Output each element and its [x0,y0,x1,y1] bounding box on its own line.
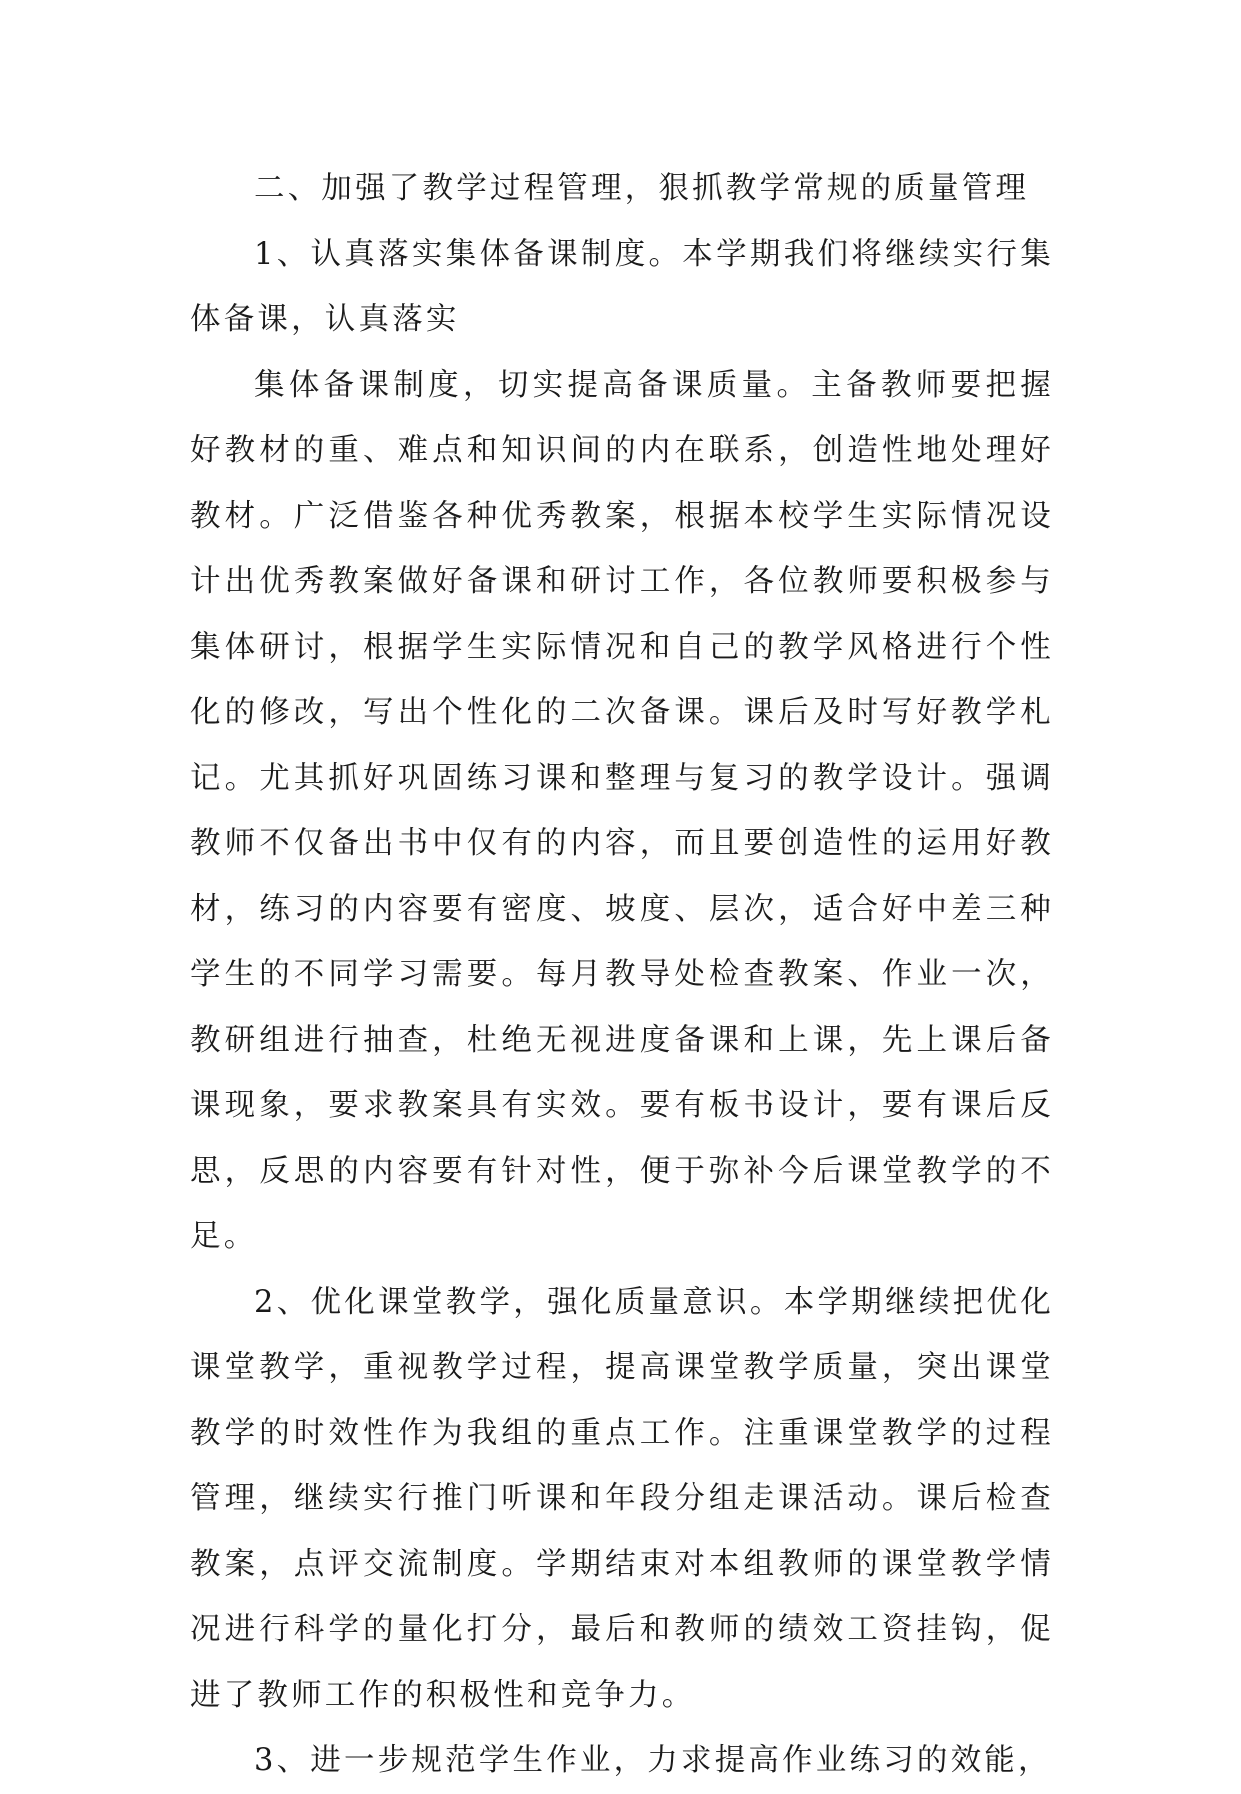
paragraph-3: 2、优化课堂教学，强化质量意识。本学期继续把优化课堂教学，重视教学过程，提高课堂教学质量，突出课堂教学的时效性作为我组的重点工作。注重课堂教学的过程管理，继续实行推门听课和年段分组走课活动。课后检查教案，点评交流制度。学期结束对本组教师的课堂教学情况进行科学的量化打分，最后和教师的绩效工资挂钩，促进了教师工作的积极性和竞争力。 [190,1284,1054,1713]
paragraph-1: 1、认真落实集体备课制度。本学期我们将继续实行集体备课，认真落实 [190,236,1054,337]
section-heading: 二、加强了教学过程管理，狠抓教学常规的质量管理 [254,171,1030,206]
paragraph-4: 3、进一步规范学生作业，力求提高作业练习的效能， [254,1743,1052,1778]
paragraph-2: 集体备课制度，切实提高备课质量。主备教师要把握好教材的重、难点和知识间的内在联系，创造性地处理好教材。广泛借鉴各种优秀教案，根据本校学生实际情况设计出优秀教案做好备课和研讨工作，各位教师要积极参与集体研讨，根据学生实际情况和自己的教学风格进行个性化的修改，写出个性化的二次备课。课后及时写好教学札记。尤其抓好巩固练习课和整理与复习的教学设计。强调教师不仅备出书中仅有的内容，而且要创造性的运用好教材，练习的内容要有密度、坡度、层次，适合好中差三种学生的不同学习需要。每月教导处检查教案、作业一次，教研组进行抽查，杜绝无视进度备课和上课，先上课后备课现象，要求教案具有实效。要有板书设计，要有课后反思，反思的内容要有针对性，便于弥补今后课堂教学的不足。 [190,367,1054,1254]
document-body [190,156,1054,1794]
